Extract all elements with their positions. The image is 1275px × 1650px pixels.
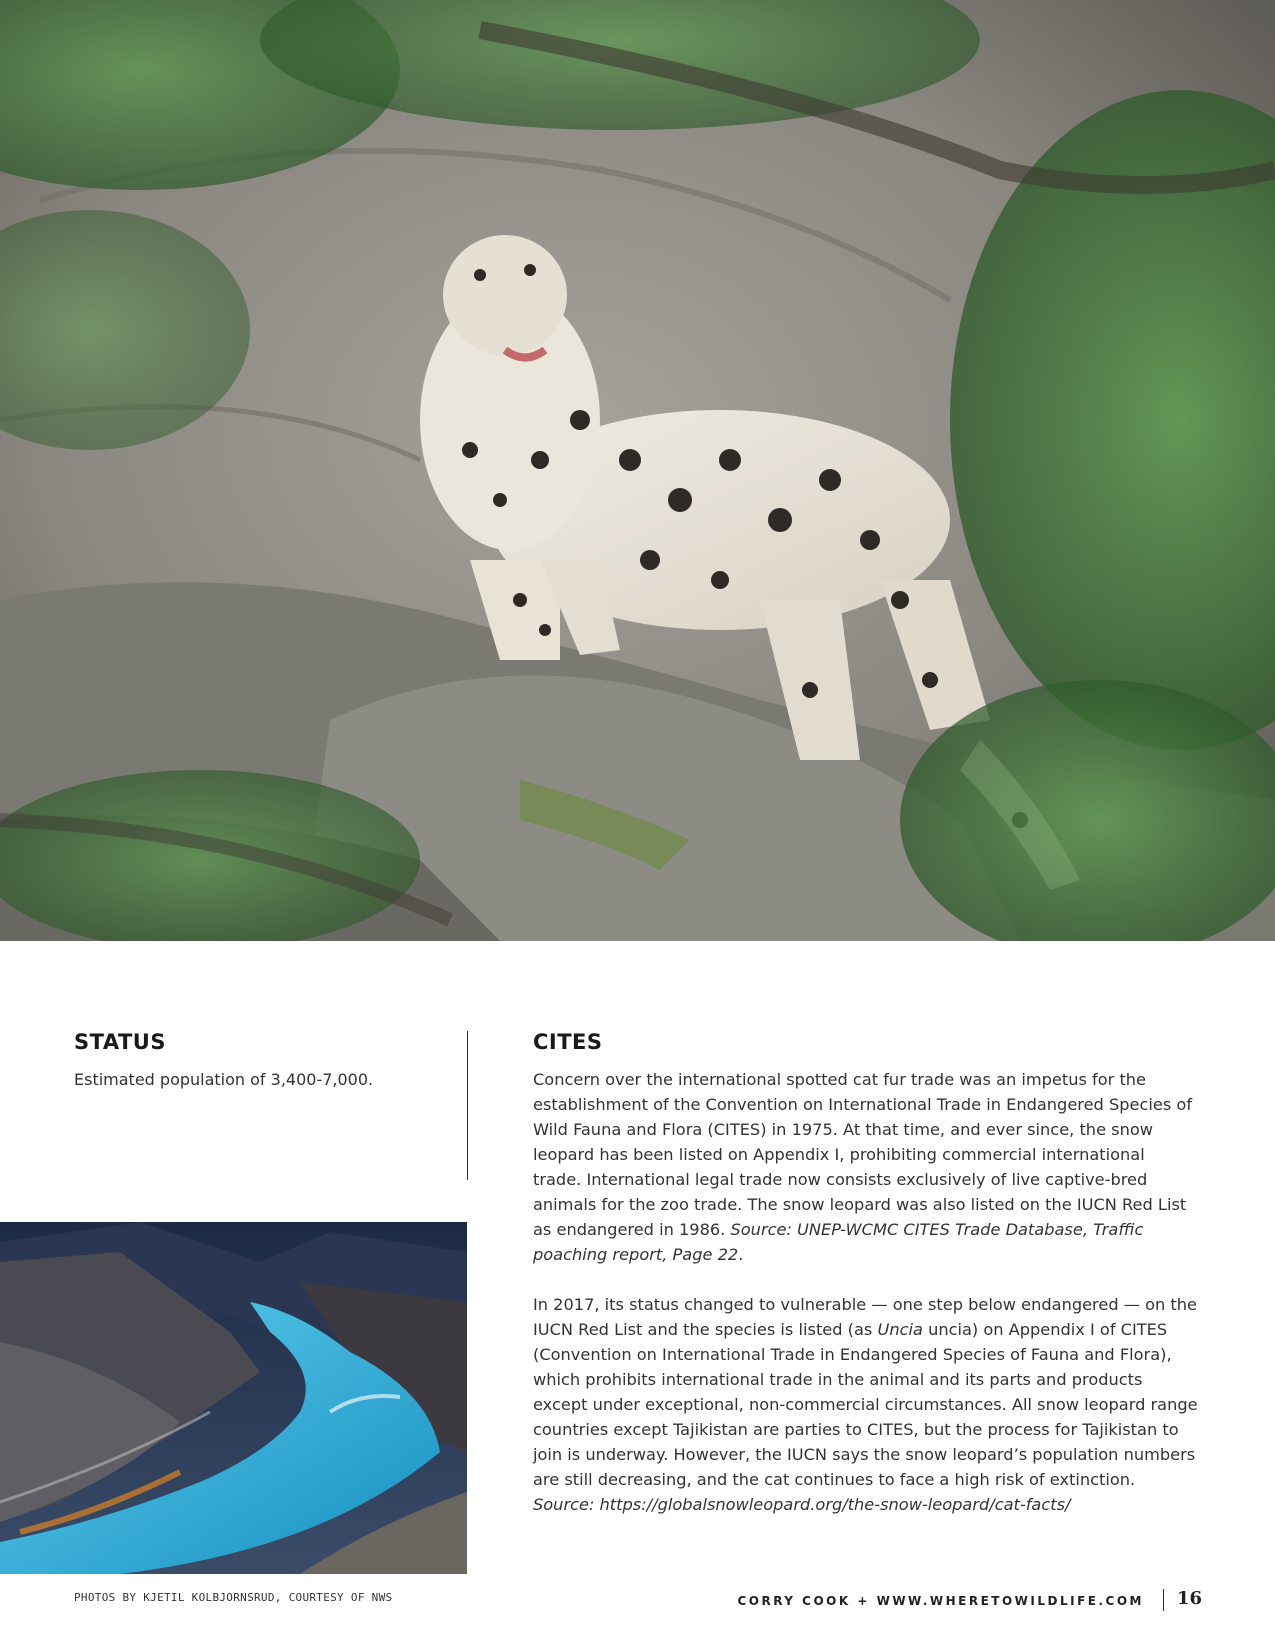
cites-heading: CITES (533, 1030, 603, 1054)
status-heading: STATUS (74, 1030, 166, 1054)
cites-p1-source: Source: UNEP-WCMC CITES Trade Database, Traffic poaching report, Page 22 (533, 1220, 1144, 1264)
cites-paragraph-2 (533, 1292, 1198, 1517)
footer-divider (1163, 1589, 1164, 1611)
cites-paragraph-1 (533, 1067, 1198, 1267)
column-divider (467, 1031, 468, 1180)
cites-p2-genus: Uncia (877, 1320, 923, 1339)
footer-site: CORRY COOK + WWW.WHERETOWILDLIFE.COM (737, 1594, 1144, 1608)
cites-body (533, 1067, 1198, 1542)
cites-p1-end: . (738, 1245, 744, 1264)
page-number: 16 (1177, 1588, 1203, 1609)
cites-p2-source: Source: https://globalsnowleopard.org/the-snow-leopard/cat-facts/ (533, 1495, 1071, 1514)
cites-p2-text-b: uncia) on Appendix I of CITES (Convention on International Trade in Endangered Species of Fauna and Flora), which prohibits international trade in the animal and its parts and products except under exceptional, non-commercial circumstances. All snow leopard range countries except Tajikistan are parties to CITES, but the process for Tajikistan to join is underway. However, the IUCN says the snow leopard’s population numbers are still decreasing, and the cat continues to face a high risk of extinction. (533, 1320, 1198, 1489)
cites-p1-text: Concern over the international spotted cat fur trade was an impetus for the establishment of the Convention on International Trade in Endangered Species of Wild Fauna and Flora (CITES) in 1975. At that time, and ever since, the snow leopard has been listed on Appendix I, prohibiting commercial international trade. International legal trade now consists exclusively of live captive-bred animals for the zoo trade. The snow leopard was also listed on the IUCN Red List as endangered in 1986. (533, 1070, 1193, 1239)
river-valley-photo (0, 1222, 467, 1574)
cites-p2-text-a: In 2017, its status changed to vulnerable — one step below endangered — on the IUCN Red List and the species is listed (as (533, 1295, 1197, 1339)
photo-credit: PHOTOS BY KJETIL KOLBJORNSRUD, COURTESY OF NWS (74, 1591, 393, 1604)
status-text: Estimated population of 3,400-7,000. (74, 1070, 374, 1089)
